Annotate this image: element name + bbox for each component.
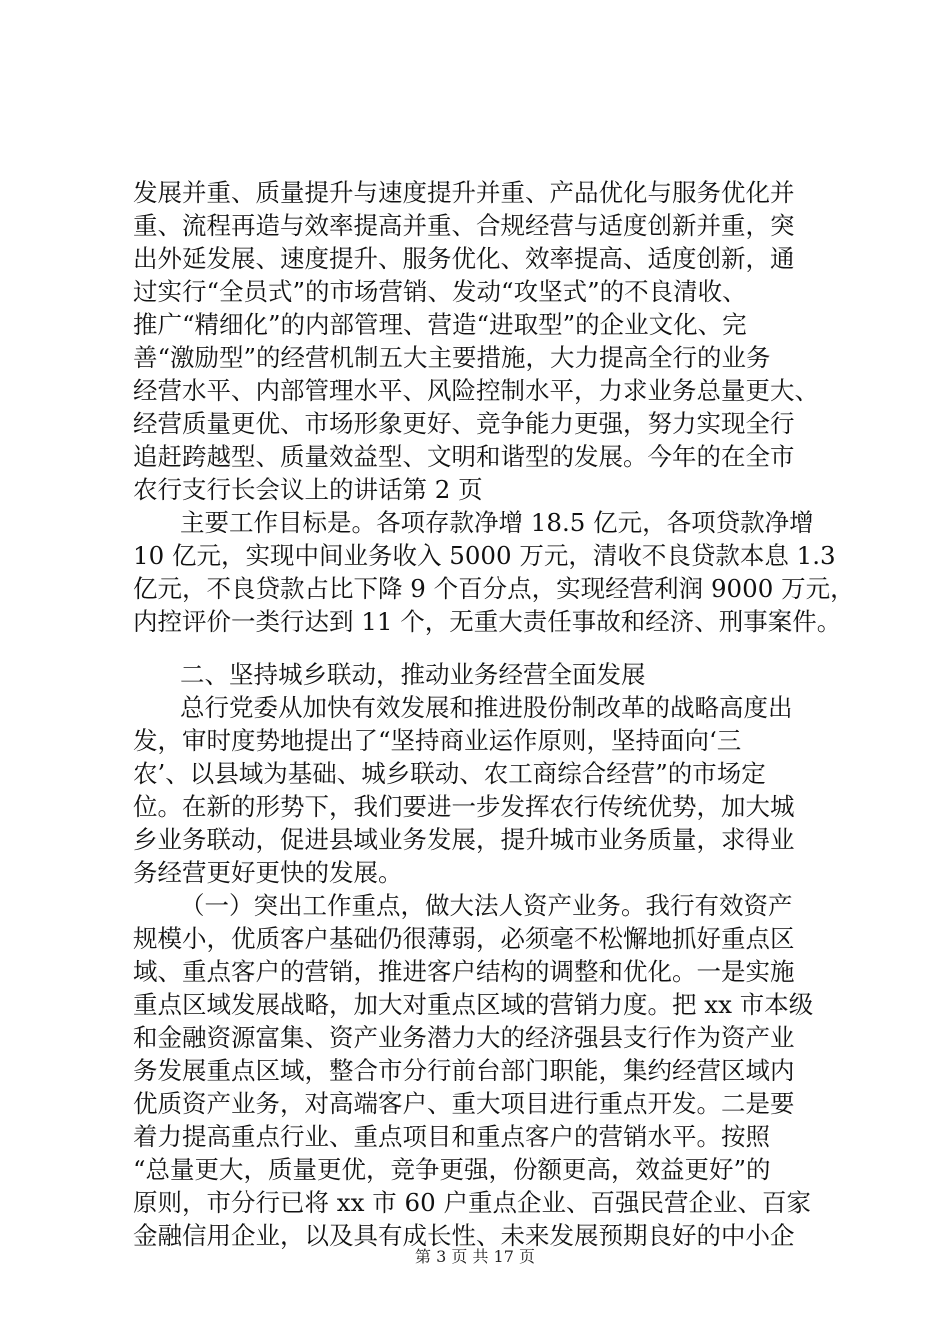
text-line: 着力提高重点行业、重点项目和重点客户的营销水平。按照 (133, 1122, 770, 1151)
text-line: （一）突出工作重点，做大法人资产业务。我行有效资产 (180, 891, 793, 920)
text-line: 务经营更好更快的发展。 (133, 858, 403, 887)
section-heading: 二、坚持城乡联动，推动业务经营全面发展 (180, 660, 646, 689)
text-line: 内控评价一类行达到 11 个，无重大责任事故和经济、刑事案件。 (133, 607, 842, 636)
text-line: 过实行“全员式”的市场营销、发动“攻坚式”的不良清收、 (133, 277, 747, 306)
text-line: 发，审时度势地提出了“坚持商业运作原则，坚持面向‘三 (133, 726, 742, 755)
text-line: 善“激励型”的经营机制五大主要措施，大力提高全行的业务 (133, 343, 771, 372)
text-line: 和金融资源富集、资产业务潜力大的经济强县支行作为资产业 (133, 1023, 795, 1052)
text-line: “总量更大，质量更优，竞争更强，份额更高，效益更好”的 (133, 1155, 771, 1184)
text-line: 金融信用企业，以及具有成长性、未来发展预期良好的中小企 (133, 1221, 795, 1250)
text-line: 主要工作目标是。各项存款净增 18.5 亿元，各项贷款净增 (180, 508, 814, 537)
text-line: 农行支行长会议上的讲话第 2 页 (133, 475, 483, 504)
text-line: 重、流程再造与效率提高并重、合规经营与适度创新并重，突 (133, 211, 795, 240)
text-line: 乡业务联动，促进县域业务发展，提升城市业务质量，求得业 (133, 825, 795, 854)
text-line: 规模小，优质客户基础仍很薄弱，必须毫不松懈地抓好重点区 (133, 924, 795, 953)
text-line: 优质资产业务，对高端客户、重大项目进行重点开发。二是要 (133, 1089, 795, 1118)
text-line: 推广“精细化”的内部管理、营造“进取型”的企业文化、完 (133, 310, 747, 339)
text-line: 农’、以县域为基础、城乡联动、农工商综合经营”的市场定 (133, 759, 766, 788)
text-line: 重点区域发展战略，加大对重点区域的营销力度。把 xx 市本级 (133, 990, 814, 1019)
text-line: 经营质量更优、市场形象更好、竞争能力更强，努力实现全行 (133, 409, 795, 438)
text-line: 出外延发展、速度提升、服务优化、效率提高、适度创新，通 (133, 244, 795, 273)
text-line: 追赶跨越型、质量效益型、文明和谐型的发展。今年的在全市 (133, 442, 795, 471)
text-line: 总行党委从加快有效发展和推进股份制改革的战略高度出 (180, 693, 793, 722)
text-line: 经营水平、内部管理水平、风险控制水平，力求业务总量更大、 (133, 376, 819, 405)
text-line: 务发展重点区域，整合市分行前台部门职能，集约经营区域内 (133, 1056, 795, 1085)
text-line: 发展并重、质量提升与速度提升并重、产品优化与服务优化并 (133, 178, 795, 207)
page-number-footer: 第 3 页 共 17 页 (415, 1247, 535, 1266)
text-line: 域、重点客户的营销，推进客户结构的调整和优化。一是实施 (133, 957, 795, 986)
text-line: 10 亿元，实现中间业务收入 5000 万元，清收不良贷款本息 1.3 (133, 541, 836, 570)
text-line: 位。在新的形势下，我们要进一步发挥农行传统优势，加大城 (133, 792, 795, 821)
text-line: 原则，市分行已将 xx 市 60 户重点企业、百强民营企业、百家 (133, 1188, 811, 1217)
text-line: 亿元，不良贷款占比下降 9 个百分点，实现经营利润 9000 万元， (133, 574, 855, 603)
